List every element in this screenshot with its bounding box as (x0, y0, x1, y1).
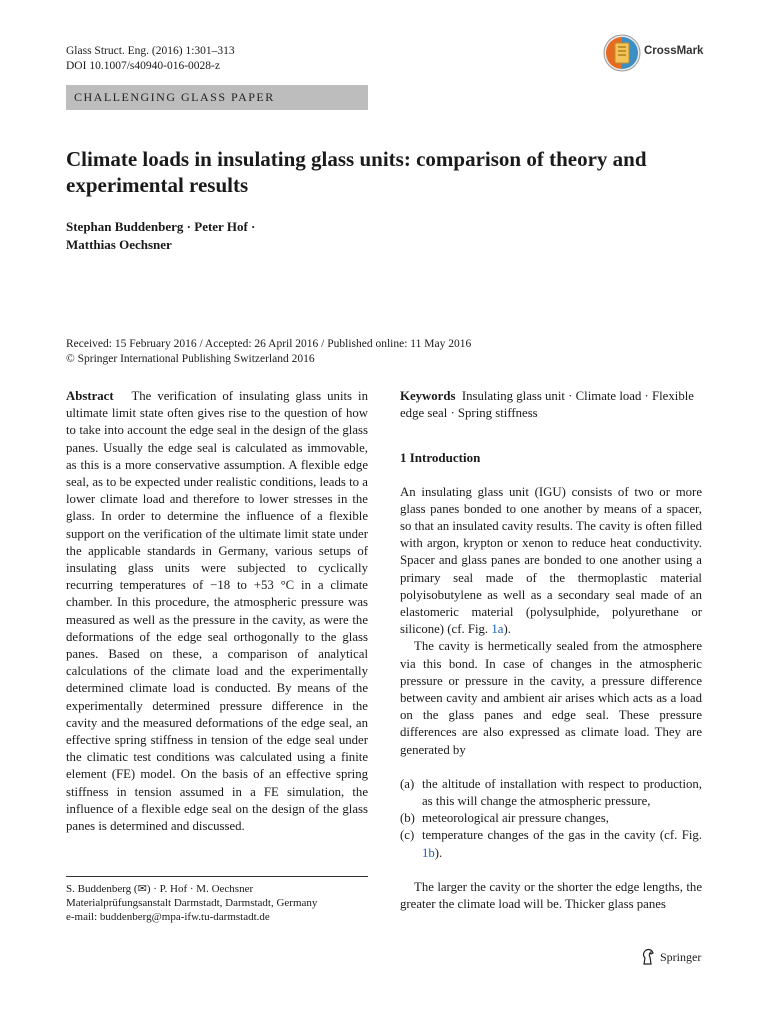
list-item (400, 827, 702, 861)
publisher-label: Springer (660, 950, 702, 964)
abstract-section (66, 388, 368, 835)
springer-horse-icon (640, 948, 656, 966)
list-item-text: the altitude of installation with respect to production, as this will change the atmospheric pressure, (422, 776, 702, 809)
list-item-text: temperature changes of the gas in the cavity (cf. Fig. (422, 828, 702, 843)
figure-link[interactable]: 1a (491, 622, 504, 637)
keywords-label: Keywords (400, 389, 456, 403)
author-name[interactable]: Matthias Oechsner (66, 237, 172, 252)
journal-line: Glass Struct. Eng. (2016) 1:301–313 (66, 45, 235, 57)
footnote-affiliation: Materialprüfungsanstalt Darmstadt, Darmstadt, Germany (66, 897, 318, 909)
intro-paragraph-1-text: An insulating glass unit (IGU) consists of two or more glass panes bonded to one another by means of a spacer, so that an insulated cavity results. The cavity is often filled with argon, krypton or xenon to reduce heat conductivity. Spacer and glass panes are bonded to one another using a primary seal made of the thermoplastic material polyisobutylene as well as a secondary seal made of an elastomeric material (polysulphide, polyurethane or silicone) (cf. Fig. (400, 484, 702, 637)
footnote-divider (66, 876, 368, 877)
crossmark-icon (603, 34, 641, 72)
received-dates: Received: 15 February 2016 / Accepted: 26 April 2016 / Published online: 11 May 2016 (66, 338, 472, 350)
footnote-authors: S. Buddenberg (✉) · P. Hof · M. Oechsner (66, 883, 254, 895)
list-marker: (b) (400, 811, 415, 826)
intro-paragraph-1 (400, 484, 702, 639)
abstract-label: Abstract (66, 389, 114, 403)
abstract-paragraph (66, 388, 368, 835)
keywords-text: Insulating glass unit · Climate load · Flexible edge seal · Spring stiffness (400, 389, 694, 421)
list-item-end: ). (434, 845, 443, 860)
footnote-email[interactable]: e-mail: buddenberg@mpa-ifw.tu-darmstadt.de (66, 911, 270, 923)
crossmark-label: CrossMark (644, 45, 704, 57)
list-item (400, 810, 702, 827)
section-banner (66, 85, 368, 110)
paper-title: Climate loads in insulating glass units: comparison of theory and experimental results (66, 147, 647, 197)
introduction-heading: 1 Introduction (400, 450, 481, 466)
author-list (66, 218, 466, 254)
section-banner-label: CHALLENGING GLASS PAPER (74, 90, 275, 104)
intro-paragraph-2: The cavity is hermetically sealed from the atmosphere via this bond. In case of changes in the atmospheric pressure or pressure in the cavity, a pressure difference between cavity and ambient air arises which acts as a load on the glass panes and edge seal. These pressure differences are also expressed as climate load. They are generated by (400, 639, 702, 757)
list-item (400, 776, 702, 810)
journal-citation (66, 44, 235, 74)
intro-paragraph-1-end: ). (503, 622, 511, 637)
author-separator: · (183, 219, 195, 234)
abstract-text: The verification of insulating glass units in ultimate limit state often gives rise to the question of how to take into account the edge seal in the design of the glass panes. Usually the edge seal is calculated as immovable, as this is a more conservative assumption. A flexible edge seal, as to be expected under realistic conditions, leads to a lower climate load and therefore to lower stresses in the glass. In order to determine the influence of a flexible support on the verification of the ultimate limit state under the applicable standards in Germany, various setups of insulating glass units were subjected to cyclically recurring temperatures of −18 to +53 °C in a climate chamber. In this procedure, the atmospheric pressure was measured as well as the pressure in the cavity, as were the deformations of the edge seal orthogonally to the glass panes. Based on these, a comparison of analytical calculations of the climate load and the experimentally determined climate load is conducted. By means of the experimentally determined pressure difference in the cavity and the measured deformations of the edge seal, an effective spring stiffness in tension of the edge seal under the climatic test conditions was calculated using a finite element (FE) model. On the basis of an effective spring stiffness in tension assumed in a FE simulation, the influence of a flexible edge seal on the design of the glass panes is determined and discussed. (66, 389, 368, 834)
figure-link[interactable]: 1b (422, 845, 435, 860)
correspondence-footnote (66, 882, 386, 924)
doi-line[interactable]: DOI 10.1007/s40940-016-0028-z (66, 60, 220, 72)
climate-load-causes-list (400, 776, 702, 862)
author-name[interactable]: Peter Hof (194, 219, 248, 234)
right-column (400, 388, 702, 913)
author-name[interactable]: Stephan Buddenberg (66, 219, 184, 234)
list-item-text: meteorological air pressure changes, (422, 811, 609, 826)
copyright-line: © Springer International Publishing Switzerland 2016 (66, 353, 315, 365)
author-separator: · (247, 219, 256, 234)
publication-dates (66, 337, 686, 367)
keywords-paragraph (400, 388, 702, 422)
list-marker: (c) (400, 828, 415, 843)
publisher-logo (640, 948, 730, 966)
list-marker: (a) (400, 776, 415, 791)
crossmark-badge[interactable] (603, 34, 723, 74)
intro-paragraph-3: The larger the cavity or the shorter the edge lengths, the greater the climate load will be. Thicker glass panes (400, 879, 702, 912)
